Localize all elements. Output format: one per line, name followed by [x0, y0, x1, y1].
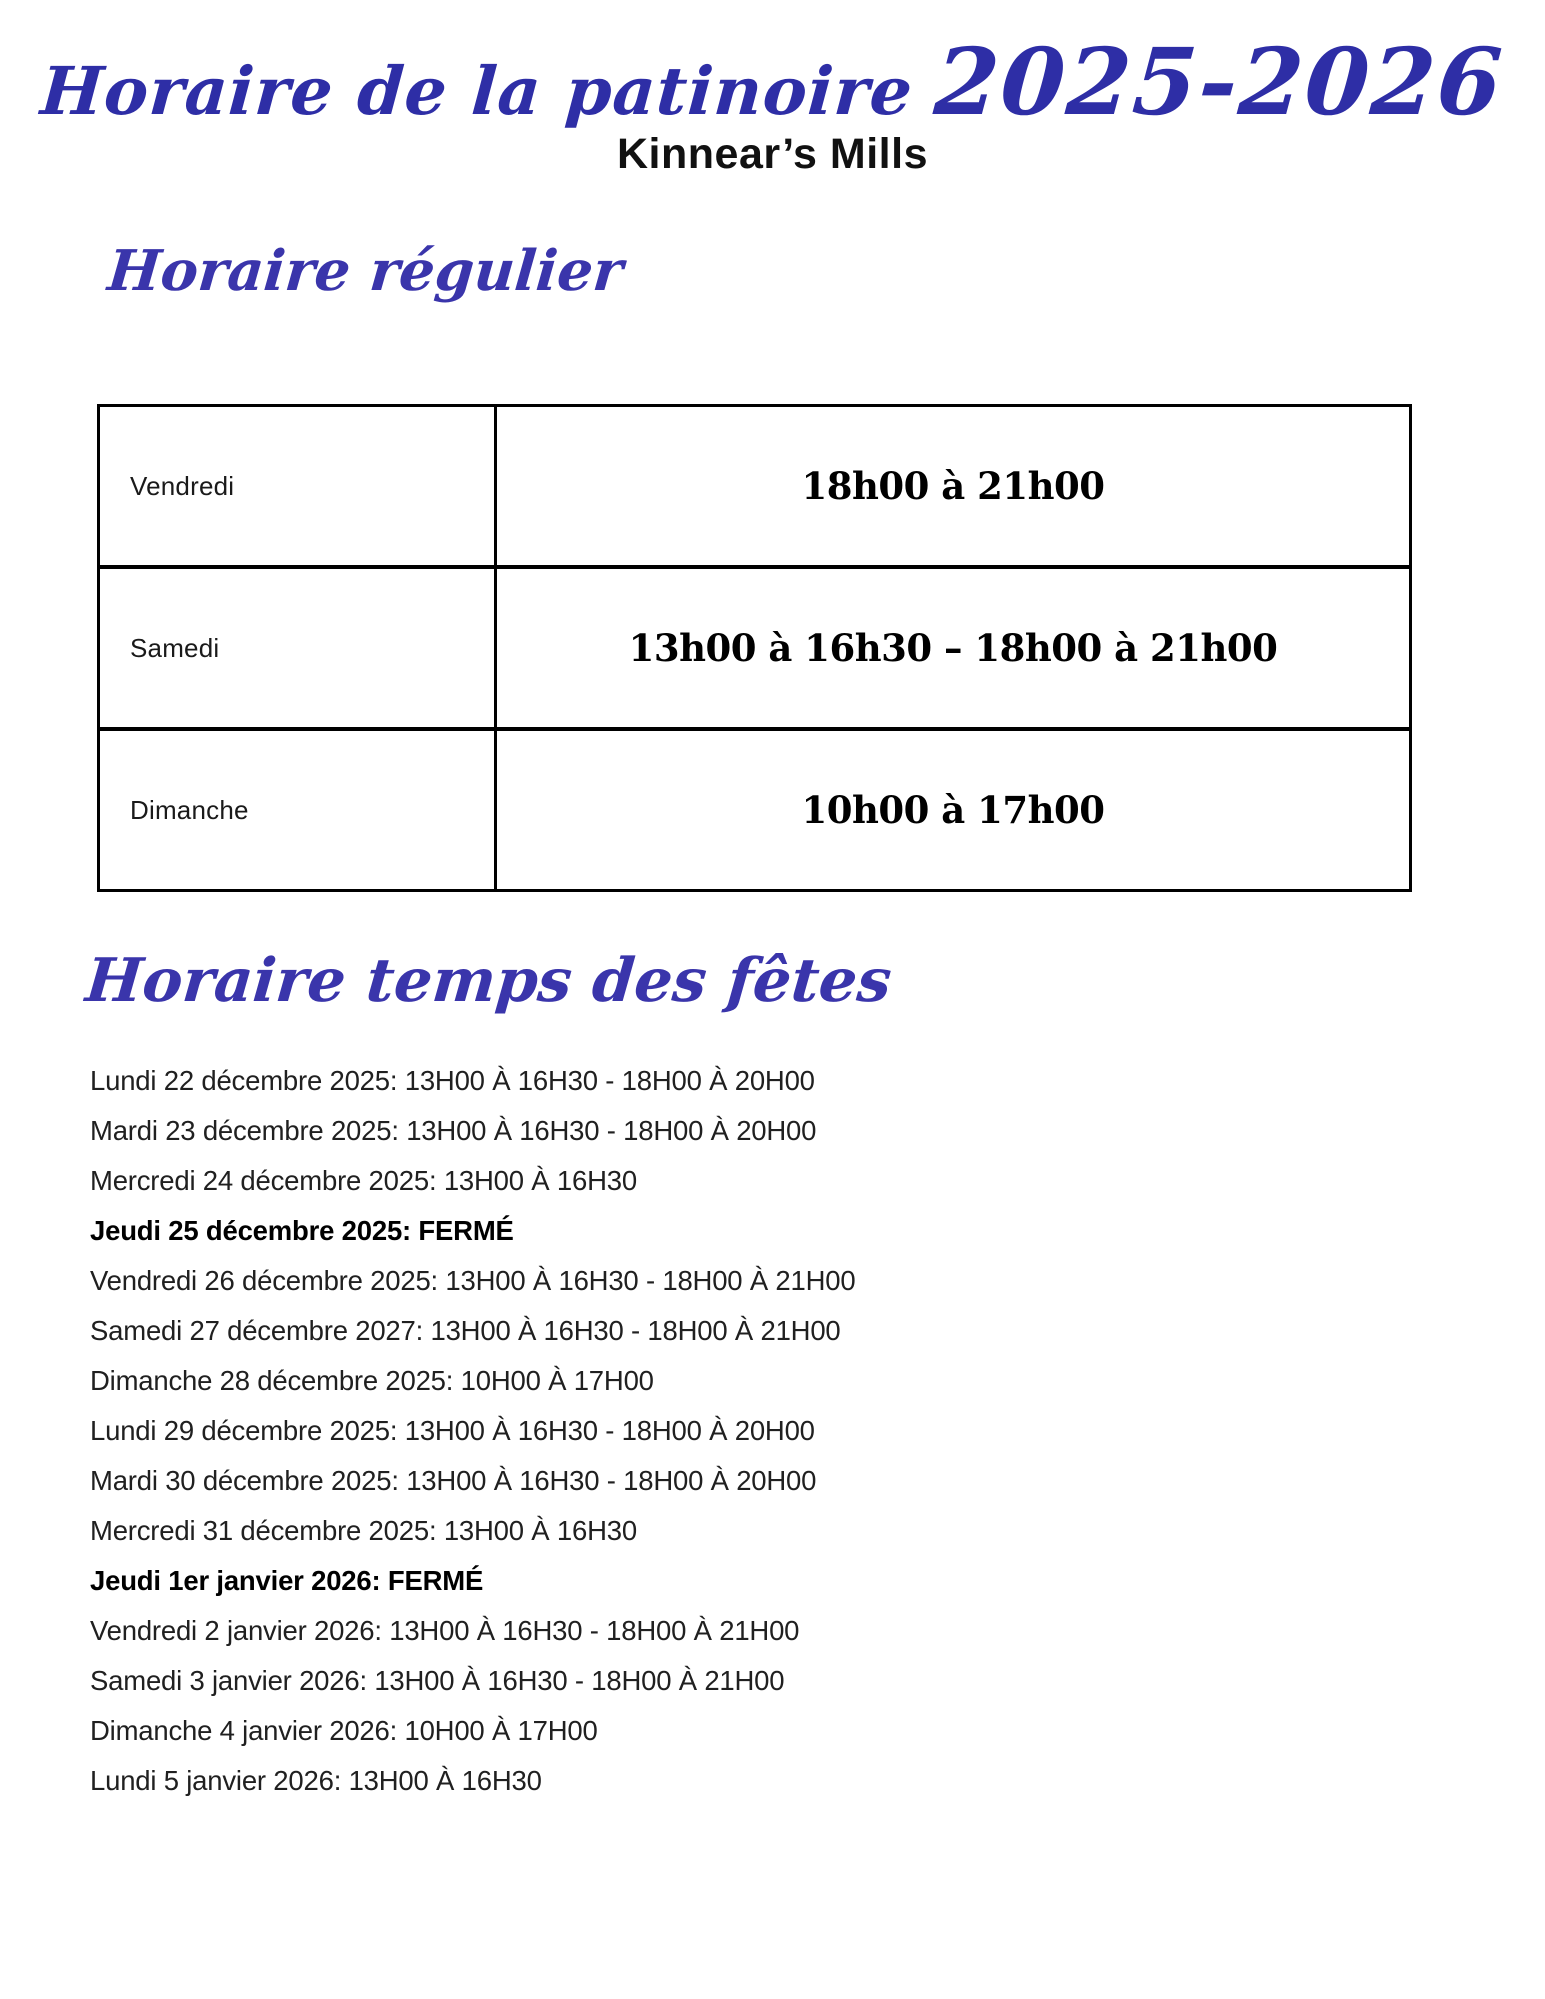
day-cell: Samedi — [100, 569, 497, 727]
holiday-line: Mardi 23 décembre 2025: 13H00 À 16H30 - 18H00 À 20H00 — [90, 1115, 817, 1146]
holiday-line: Samedi 3 janvier 2026: 13H00 À 16H30 - 18H00 À 21H00 — [90, 1665, 785, 1696]
title-script-text: Horaire de la patinoire — [38, 52, 917, 130]
holiday-line: Mercredi 31 décembre 2025: 13H00 À 16H30 — [90, 1515, 637, 1546]
hours-cell: 10h00 à 17h00 — [801, 788, 1105, 832]
page-title — [0, 28, 1545, 136]
holiday-schedule-heading: Horaire temps des fêtes — [82, 946, 895, 1016]
holiday-line: Mercredi 24 décembre 2025: 13H00 À 16H30 — [90, 1165, 637, 1196]
holiday-line: Dimanche 28 décembre 2025: 10H00 À 17H00 — [90, 1365, 654, 1396]
holiday-schedule-list — [90, 1056, 1470, 1806]
holiday-line: Jeudi 25 décembre 2025: FERMÉ — [90, 1215, 514, 1246]
day-cell: Dimanche — [100, 731, 497, 889]
title-years-text: 2025-2026 — [931, 28, 1508, 136]
holiday-line: Dimanche 4 janvier 2026: 10H00 À 17H00 — [90, 1715, 598, 1746]
page-subtitle: Kinnear’s Mills — [617, 130, 928, 178]
day-cell: Vendredi — [100, 407, 497, 565]
regular-schedule-heading: Horaire régulier — [105, 238, 626, 304]
regular-schedule-table — [97, 404, 1412, 892]
holiday-line: Lundi 22 décembre 2025: 13H00 À 16H30 - 18H00 À 20H00 — [90, 1065, 815, 1096]
holiday-line: Samedi 27 décembre 2027: 13H00 À 16H30 - 18H00 À 21H00 — [90, 1315, 841, 1346]
holiday-line: Lundi 29 décembre 2025: 13H00 À 16H30 - 18H00 À 20H00 — [90, 1415, 815, 1446]
table-row — [100, 565, 1409, 727]
table-row — [100, 727, 1409, 889]
holiday-line: Mardi 30 décembre 2025: 13H00 À 16H30 - 18H00 À 20H00 — [90, 1465, 817, 1496]
hours-cell: 13h00 à 16h30 – 18h00 à 21h00 — [628, 626, 1278, 670]
holiday-line: Vendredi 26 décembre 2025: 13H00 À 16H30 - 18H00 À 21H00 — [90, 1265, 856, 1296]
table-row — [100, 407, 1409, 565]
holiday-line: Lundi 5 janvier 2026: 13H00 À 16H30 — [90, 1765, 542, 1796]
hours-cell: 18h00 à 21h00 — [801, 464, 1105, 508]
holiday-line: Jeudi 1er janvier 2026: FERMÉ — [90, 1565, 484, 1596]
holiday-line: Vendredi 2 janvier 2026: 13H00 À 16H30 - 18H00 À 21H00 — [90, 1615, 800, 1646]
